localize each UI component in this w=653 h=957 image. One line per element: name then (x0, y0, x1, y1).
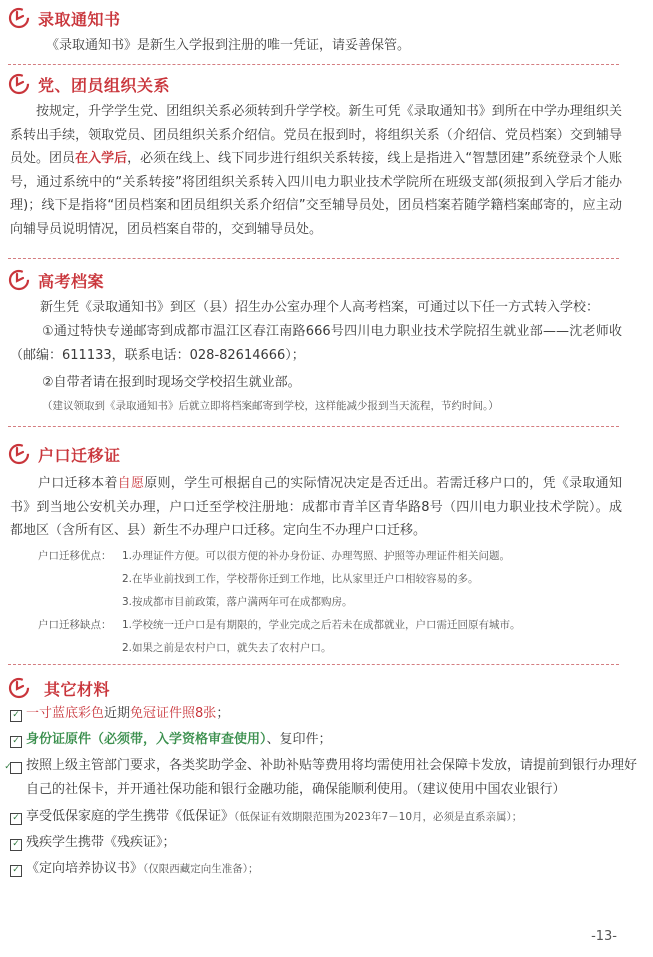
section-admission-header (8, 6, 121, 30)
section-title: 户口迁移证 (38, 445, 121, 465)
section-gaokao-header (8, 268, 104, 292)
section-icon (8, 269, 30, 291)
checkbox-icon: ✓ (10, 762, 22, 774)
checkbox-icon: ✓ (10, 865, 22, 877)
section-icon (8, 677, 30, 699)
section-title: 高考档案 (38, 271, 105, 291)
divider (8, 258, 619, 259)
party-body (10, 100, 622, 241)
material-text: 、复印件； (266, 732, 332, 747)
hukou-pro-item: 1.办理证件方便。可以很方便的补办身份证、办理驾照、护照等办理证件相关问题。 (122, 550, 511, 562)
hukou-con-item: 2.如果之前是农村户口，就失去了农村户口。 (122, 642, 332, 654)
material-text: 残疾学生携带《残疾证》； (26, 835, 176, 850)
hukou-text-rest: 原则，学生可根据自己的实际情况决定是否迁出。若需迁移户口的，凭《录取通知书》到当地公安机关办理，户口迁至学校注册地：成都市青羊区青华路8号（四川电力职业技术学院）。成都地区（含所有区、县）新生不办理户口迁移。定向生不办理户口迁移。 (10, 476, 622, 538)
hukou-body (10, 472, 622, 543)
material-highlight: 免冠证件照8张 (130, 706, 217, 721)
section-icon (8, 73, 30, 95)
material-note: （仅限西藏定向生准备）； (143, 863, 259, 875)
material-item (10, 702, 625, 726)
material-item (10, 728, 625, 752)
divider (8, 426, 619, 427)
admission-body: 《录取通知书》是新生入学报到注册的唯一凭证，请妥善保管。 (46, 38, 411, 53)
gaokao-p3: ②自带者请在报到时现场交学校招生就业部。 (42, 375, 301, 390)
checkbox-icon: ✓ (10, 813, 22, 825)
checkbox-icon: ✓ (10, 710, 22, 722)
page-number: -13- (591, 929, 617, 944)
section-icon (8, 7, 30, 29)
party-text-rest: ，必须在线上、线下同步进行组织关系转接，线上是指进入“智慧团建”系统登录个人账号，通过系统中的“关系转接”将团组织关系转入四川电力职业技术学院所在班级支部(须报到入学后才能办理)；线下是指将“团员档案和团员组织关系介绍信”交至辅导员处，团员档案若随学籍档案邮寄的，应主动向辅导员说明情况，团员档案自带的，交到辅导员处。 (10, 151, 622, 237)
divider (8, 664, 619, 665)
hukou-con-item: 1.学校统一迁户口是有期限的，学业完成之后若未在成都就业，户口需迁回原有城市。 (122, 619, 521, 631)
gaokao-note: （建议领取到《录取通知书》后就立即将档案邮寄到学校，这样能减少报到当天流程，节约时间。） (42, 400, 499, 412)
material-text: 《定向培养协议书》 (26, 861, 144, 876)
hukou-pros-label: 户口迁移优点： (38, 550, 112, 562)
material-highlight: 身份证原件（必须带，入学资格审查使用） (26, 732, 267, 747)
material-text: 享受低保家庭的学生携带《低保证》 (26, 809, 235, 824)
hukou-text: 户口迁移本着 (38, 476, 118, 491)
party-emphasis: 在入学后 (75, 151, 128, 166)
party-text: 按规定，升学学生党、团组织关系必须转到升学学校。新生可凭《录取通知书》到所在中学办理组织关系转出手续，领取党员、团员组织关系介绍信。党员在报到时，将组织关系（介绍信、党员档案）交到辅导员处。团员 (10, 104, 622, 166)
hukou-pro-item: 2.在毕业前找到工作，学校帮你迁到工作地，比从家里迁户口相较容易的多。 (122, 573, 479, 585)
material-text: 近期 (104, 706, 131, 721)
section-icon (8, 443, 30, 465)
divider (8, 64, 619, 65)
section-party-header (8, 72, 170, 96)
material-note: （低保证有效期限范围为2023年7－10月，必须是直系亲属）； (234, 811, 523, 823)
material-item (10, 805, 625, 830)
hukou-pro-item: 3.按成都市目前政策，落户满两年可在成都购房。 (122, 596, 353, 608)
gaokao-p2: ①通过特快专递邮寄到成都市温江区春江南路666号四川电力职业技术学院招生就业部——沈老师收（邮编：611133，联系电话：028-82614666）； (10, 324, 622, 363)
section-title: 党、团员组织关系 (38, 75, 171, 95)
material-item (10, 831, 625, 855)
hukou-emphasis: 自愿 (117, 476, 145, 491)
section-other-header (8, 676, 110, 700)
material-item (4, 754, 641, 801)
material-highlight: 一寸蓝底彩色 (26, 706, 105, 721)
section-hukou-header (8, 442, 121, 466)
gaokao-p1: 新生凭《录取通知书》到区（县）招生办公室办理个人高考档案，可通过以下任一方式转入学校： (40, 300, 600, 315)
section-title: 其它材料 (44, 679, 111, 699)
checkbox-icon: ✓ (10, 839, 22, 851)
material-text: 按照上级主管部门要求，各类奖助学金、补助补贴等费用将均需使用社会保障卡发放，请提前到银行办理好自己的社保卡，并开通社保功能和银行金融功能，确保能顺利使用。（建议使用中国农业银行） (26, 758, 638, 797)
material-text: ； (216, 706, 230, 721)
checkbox-icon: ✓ (10, 736, 22, 748)
section-title: 录取通知书 (38, 9, 121, 29)
hukou-cons-label: 户口迁移缺点： (38, 619, 112, 631)
material-item (10, 857, 625, 882)
